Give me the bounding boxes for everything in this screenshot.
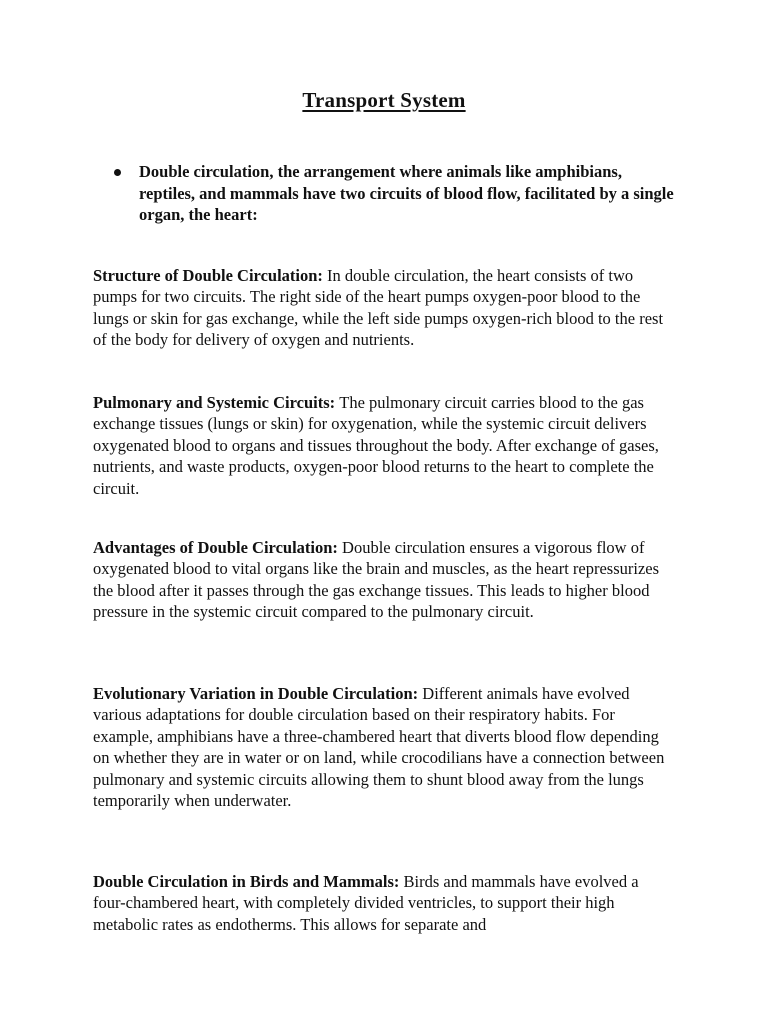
intro-bullet-text: Double circulation, the arrangement where animals like amphibians, reptiles, and mammals have two circuits of blood flow, facilitated by a single organ, the heart: bbox=[139, 162, 674, 224]
section-advantages bbox=[93, 537, 673, 623]
section-heading: Evolutionary Variation in Double Circulation: bbox=[93, 684, 423, 703]
section-body: Different animals have evolved various adaptations for double circulation based on their respiratory habits. For example, amphibians have a three-chambered heart that diverts blood flow depending on whether they are in water or on land, while crocodilians have a connection between pulmonary and systemic circuits allowing them to shunt blood away from the lungs temporarily when underwater. bbox=[93, 684, 665, 811]
section-circuits bbox=[93, 392, 673, 499]
section-evolution bbox=[93, 683, 673, 811]
section-heading: Double Circulation in Birds and Mammals: bbox=[93, 872, 404, 891]
page-title: Transport System bbox=[302, 88, 466, 112]
section-structure bbox=[93, 265, 673, 351]
section-body: Double circulation ensures a vigorous flow of oxygenated blood to vital organs like the brain and muscles, as the heart repressurizes the blood after it passes through the gas exchange tissues. This leads to higher blood pressure in the systemic circuit compared to the pulmonary circuit. bbox=[93, 538, 660, 622]
section-body: The pulmonary circuit carries blood to the gas exchange tissues (lungs or skin) for oxygenation, while the systemic circuit delivers oxygenated blood to organs and tissues throughout the body. After exchange of gases, nutrients, and waste products, oxygen-poor blood returns to the heart to complete the circuit. bbox=[93, 393, 659, 498]
section-body: Birds and mammals have evolved a four-chambered heart, with completely divided ventricles, to support their high metabolic rates as endotherms. This allows for separate and bbox=[93, 872, 639, 934]
intro-bullet bbox=[114, 161, 674, 226]
bullet-dot-icon bbox=[114, 169, 121, 176]
section-birds-mammals bbox=[93, 871, 673, 935]
section-heading: Pulmonary and Systemic Circuits: bbox=[93, 393, 340, 412]
section-heading: Structure of Double Circulation: bbox=[93, 266, 328, 285]
section-heading: Advantages of Double Circulation: bbox=[93, 538, 343, 557]
section-body: In double circulation, the heart consists of two pumps for two circuits. The right side of the heart pumps oxygen-poor blood to the lungs or skin for gas exchange, while the left side pumps oxygen-rich blood to the rest of the body for delivery of oxygen and nutrients. bbox=[93, 266, 664, 350]
